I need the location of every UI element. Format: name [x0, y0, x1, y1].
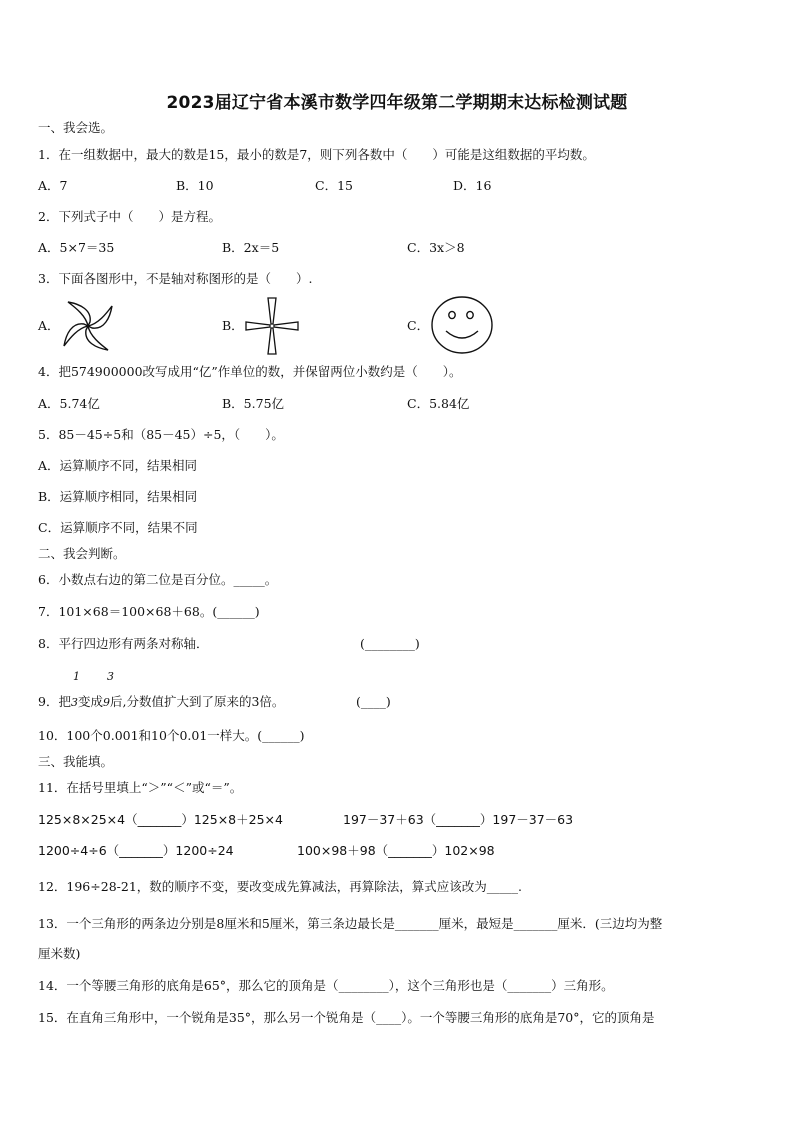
q3-option-b-label: B． [222, 318, 244, 333]
q3-option-c-label: C． [407, 318, 430, 333]
question-2: 2．下列式子中（ ）是方程。 [38, 209, 221, 224]
q2-option-b: B．2x＝5 [222, 240, 280, 255]
q9-answer-blank: (____) [356, 694, 391, 709]
section-heading-2: 二、我会判断。 [38, 546, 126, 561]
q11-compare-3: 1200÷4÷6（_______）1200÷24 [38, 843, 234, 858]
q1-option-a: A．7 [38, 178, 68, 193]
q9-text-part1: 9．把 [38, 694, 71, 709]
q9-text-part2: 变成 [77, 694, 103, 709]
question-14: 14．一个等腰三角形的底角是65°，那么它的顶角是（________），这个三角形也是（_______）三角形。 [38, 978, 614, 993]
q4-option-a: A．5.74亿 [38, 396, 100, 411]
cross-star-icon [244, 296, 300, 356]
q11-compare-2: 197－37＋63（_______）197－37－63 [343, 812, 574, 827]
question-10: 10．100个0.001和10个0.01一样大。(______) [38, 728, 305, 743]
question-11: 11．在括号里填上“＞”“＜”或“＝”。 [38, 780, 243, 795]
q11-compare-4: 100×98＋98（_______）102×98 [297, 843, 495, 858]
page-title: 2023届辽宁省本溪市数学四年级第二学期期末达标检测试题 [166, 93, 628, 113]
q4-option-b: B．5.75亿 [222, 396, 285, 411]
question-4: 4．把574900000改写成用“亿”作单位的数，并保留两位小数约是（ ）。 [38, 364, 462, 379]
q5-option-c: C．运算顺序不同，结果不同 [38, 520, 198, 535]
smiley-face-icon [430, 295, 494, 355]
q9-fraction-1: 3 [70, 696, 78, 709]
question-12: 12．196÷28-21，数的顺序不变，要改变成先算减法，再算除法，算式应该改为_____. [38, 879, 522, 894]
q5-option-a: A．运算顺序不同，结果相同 [38, 458, 198, 473]
question-5: 5．85－45÷5和（85－45）÷5，（ ）。 [38, 427, 284, 442]
q1-option-d: D．16 [453, 178, 492, 193]
q5-option-b: B．运算顺序相同，结果相同 [38, 489, 198, 504]
q8-answer-blank: (________) [360, 636, 420, 651]
q9-fraction-2: 9 [102, 696, 110, 709]
question-8: 8．平行四边形有两条对称轴． [38, 636, 209, 651]
q4-option-c: C．5.84亿 [407, 396, 470, 411]
q2-option-a: A．5×7＝35 [38, 240, 115, 255]
question-3: 3．下面各图形中，不是轴对称图形的是（ ）. [38, 271, 313, 286]
question-7: 7．101×68＝100×68＋68。(______) [38, 604, 260, 619]
pinwheel-icon [60, 298, 116, 354]
section-heading-1: 一、我会选。 [38, 120, 114, 135]
q3-option-a-label: A． [38, 318, 60, 333]
q1-option-b: B．10 [176, 178, 214, 193]
question-9 [38, 694, 284, 711]
question-15: 15．在直角三角形中，一个锐角是35°，那么另一个锐角是（____）。一个等腰三角形的底角是70°，它的顶角是 [38, 1010, 655, 1025]
q2-option-c: C．3x＞8 [407, 240, 465, 255]
q9-fraction-numerator-1: 1 [73, 670, 80, 683]
question-13-line-1: 13．一个三角形的两条边分别是8厘米和5厘米，第三条边最长是_______厘米，最短是_______厘米．(三边均为整 [38, 916, 663, 931]
q1-option-c: C．15 [315, 178, 353, 193]
question-13-line-2: 厘米数) [38, 946, 81, 961]
q9-fraction-numerator-2: 3 [107, 670, 114, 683]
question-6: 6．小数点右边的第二位是百分位。_____。 [38, 572, 278, 587]
q9-text-part3: 后,分数值扩大到了原来的3倍。 [109, 694, 285, 709]
question-1: 1．在一组数据中，最大的数是15，最小的数是7，则下列各数中（ ）可能是这组数据的平均数。 [38, 147, 595, 162]
q11-compare-1: 125×8×25×4（_______）125×8＋25×4 [38, 812, 283, 827]
section-heading-3: 三、我能填。 [38, 754, 114, 769]
